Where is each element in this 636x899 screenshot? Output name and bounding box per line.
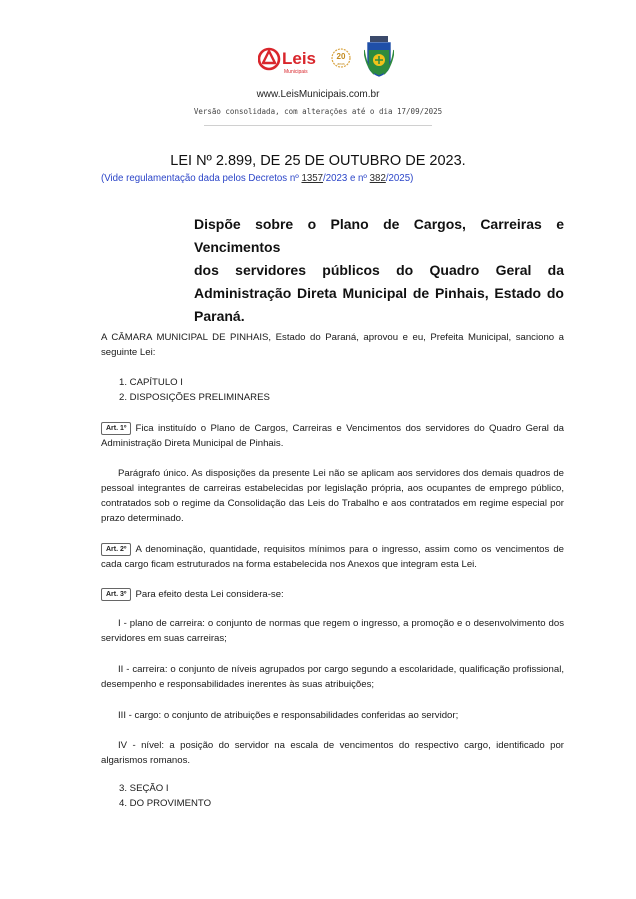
ementa-line: Dispõe sobre o Plano de Cargos, Carreiras e Vencimentos xyxy=(194,216,564,255)
ementa xyxy=(194,213,564,328)
law-title: LEI Nº 2.899, DE 25 DE OUTUBRO DE 2023. xyxy=(170,153,466,169)
list-item-provimento: 4. DO PROVIMENTO xyxy=(119,798,212,809)
list-item-secao: 3. SEÇÃO I xyxy=(119,783,169,794)
article-1-text: Fica instituído o Plano de Cargos, Carreiras e Vencimentos dos servidores do Quadro Geral da Administração Direta Municipal de Pinhais. xyxy=(101,423,564,449)
page-header xyxy=(0,32,636,82)
list-item-capitulo: 1. CAPÍTULO I xyxy=(119,377,183,388)
brand-sub: Municipais xyxy=(284,69,308,75)
article-3-badge[interactable]: Art. 3º xyxy=(101,588,131,601)
preamble: A CÂMARA MUNICIPAL DE PINHAIS, Estado do Paraná, aprovou e eu, Prefeita Municipal, sanciono a seguinte Lei: xyxy=(101,332,564,358)
inciso-2: II - carreira: o conjunto de níveis agrupados por cargo segundo a escolaridade, qualificação profissional, desempenho e responsabilidades inerentes às suas atribuições; xyxy=(101,664,564,690)
decree-link-1357[interactable]: 1357 xyxy=(301,173,324,184)
decree-link-382[interactable]: 382 xyxy=(369,173,386,184)
article-1-badge[interactable]: Art. 1º xyxy=(101,422,131,435)
leis-municipais-logo xyxy=(258,42,354,78)
brand-name: Leis xyxy=(282,49,317,68)
vide-regulamentacao xyxy=(101,173,413,184)
pinhais-coat-of-arms xyxy=(364,36,394,78)
ementa-line: Administração Direta Municipal de Pinhais, Estado do xyxy=(194,285,564,301)
vide-suffix: /2025) xyxy=(385,173,414,184)
article-2 xyxy=(101,542,564,572)
inciso-3: III - cargo: o conjunto de atribuições e responsabilidades conferidas ao servidor; xyxy=(118,710,459,721)
ementa-line: Paraná. xyxy=(194,308,245,324)
header-divider xyxy=(204,125,432,126)
version-note: Versão consolidada, com alterações até o dia 17/09/2025 xyxy=(193,107,443,116)
article-2-text: A denominação, quantidade, requisitos mínimos para o ingresso, assim como os vencimentos de cada cargo ficam estruturados na forma estabelecida nos Anexos que integram esta Lei. xyxy=(101,544,564,570)
article-3-text: Para efeito desta Lei considera-se: xyxy=(135,589,284,600)
site-url[interactable]: www.LeisMunicipais.com.br xyxy=(256,89,380,100)
anniversary-number: 20 xyxy=(336,52,346,61)
anniversary-word: anos xyxy=(337,62,345,66)
paragrafo-unico: Parágrafo único. As disposições da presente Lei não se aplicam aos servidores dos demais quadros de pessoal integrantes de carreiras estabelecidas por legislação própria, aos ocupantes de emprego público, contratados sob o regime da Consolidação das Leis do Trabalho e aos contratados em regime especial por prazo determinado. xyxy=(101,468,564,524)
article-2-badge[interactable]: Art. 2º xyxy=(101,543,131,556)
list-item-disposicoes: 2. DISPOSIÇÕES PRELIMINARES xyxy=(119,392,270,403)
vide-prefix: (Vide regulamentação dada pelos Decretos nº xyxy=(101,173,302,184)
ementa-line: dos servidores públicos do Quadro Geral da xyxy=(194,262,564,278)
inciso-1: I - plano de carreira: o conjunto de normas que regem o ingresso, a promoção e o desenvolvimento dos servidores em suas carreiras; xyxy=(101,618,564,644)
article-1 xyxy=(101,421,564,451)
inciso-4: IV - nível: a posição do servidor na escala de vencimentos do respectivo cargo, identificado por algarismos romanos. xyxy=(101,740,564,766)
vide-mid: /2023 e nº xyxy=(323,173,370,184)
article-3 xyxy=(101,587,564,602)
